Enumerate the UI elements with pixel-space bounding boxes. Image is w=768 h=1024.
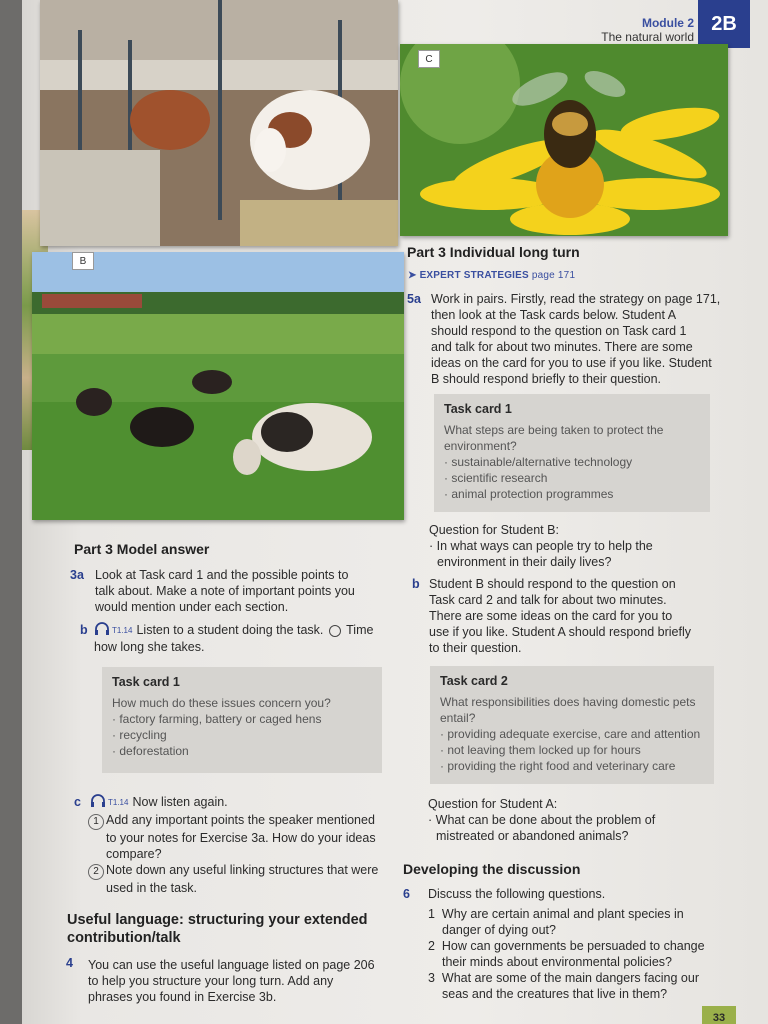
clock-icon [329,625,341,637]
exercise-6-questions: 1 Why are certain animal and plant species in danger of dying out? 2 How can governments be persuaded to change their minds about environmental policies? 3 What are some of the main dangers facing our seas and the creatures that live in them? [428,906,728,1002]
exercise-5a-number: 5a [407,292,421,306]
task-card-1-bullet: · factory farming, battery or caged hens [112,712,322,726]
task-card-top-bullet: · sustainable/alternative technology [444,455,633,469]
task-card-2-title: Task card 2 [440,674,508,688]
task-card-1-title: Task card 1 [112,675,180,689]
track-number: T1.14 [108,797,129,807]
task-card-top-title: Task card 1 [444,402,512,416]
exercise-6-number: 6 [403,887,410,901]
question-for-student-b: Question for Student B: · In what ways can people try to help the environment in their daily lives? [429,523,653,569]
list-item: 2 Note down any useful linking structures that were [88,862,408,880]
task-card-top [434,394,710,512]
photo-c-label: C [418,50,440,68]
list-item: 1 Why are certain animal and plant species in [428,907,684,921]
exercise-3a-number: 3a [70,568,84,582]
task-card-2-bullet: · not leaving them locked up for hours [440,743,641,757]
task-card-2-bullet: · providing adequate exercise, care and attention [440,727,701,741]
task-card-top-question: What steps are being taken to protect the environment? [444,423,664,453]
list-item: 1 Add any important points the speaker mentioned [88,812,408,830]
page-number: 33 [702,1006,736,1024]
expert-strategies-label: EXPERT STRATEGIES [419,270,529,281]
exercise-3b-text: T1.14 Listen to a student doing the task. Time how long she takes. [94,623,374,655]
list-item: 2 How can governments be persuaded to change [428,939,705,953]
developing-discussion-heading: Developing the discussion [403,861,581,877]
expert-arrow-icon: ➤ [408,270,420,281]
useful-language-heading: Useful language: structuring your extended contribution/talk [67,912,368,946]
exercise-4-text: You can use the useful language listed on page 206 to help you structure your long turn. Add any phrases you found in Exercise 3b. [88,958,375,1004]
textbook-page [22,0,768,1024]
exercise-5b-text: Student B should respond to the question on Task card 2 and talk for about two minutes. There are some ideas on the card for you to use if you like. Student A should respond briefly to their question. [429,577,691,655]
part3-long-turn-heading: Part 3 Individual long turn [407,244,580,260]
exercise-4-number: 4 [66,956,73,970]
task-card-1-bullet: · deforestation [112,744,189,758]
task-card-1 [102,667,382,773]
exercise-3a-text: Look at Task card 1 and the possible points to talk about. Make a note of important points you would mention under each section. [95,568,355,614]
expert-strategies-page: page 171 [531,270,576,281]
photo-bee-flower [400,44,728,236]
photo-b-label: B [72,252,94,270]
module-number: Module 2 [641,16,694,30]
exercise-3c-number: c [74,795,81,809]
module-topic: The natural world [601,30,694,44]
task-card-1-bullet: · recycling [112,728,167,742]
exercise-3b-number: b [80,623,88,637]
track-number: T1.14 [112,625,133,635]
question-for-student-a: Question for Student A: · What can be done about the problem of mistreated or abandoned animals? [428,797,656,843]
task-card-top-bullet: · scientific research [444,471,548,485]
exercise-3c-heading: T1.14 Now listen again. [90,794,228,811]
task-card-2-question: What responsibilities does having domestic pets entail? [440,695,696,725]
photo-grazing-cows [32,252,404,520]
task-card-1-question: How much do these issues concern you? [112,696,331,710]
task-card-2-bullet: · providing the right food and veterinary care [440,759,676,773]
task-card-top-bullet: · animal protection programmes [444,487,614,501]
headphones-icon[interactable] [90,794,106,811]
list-item: 3 What are some of the main dangers facing our [428,971,699,985]
task-card-2 [430,666,714,784]
exercise-3c-items: 1 Add any important points the speaker mentioned to your notes for Exercise 3a. How do your ideas compare? 2 Note down any useful linking structures that were used in the task. [88,812,408,896]
exercise-5b-number: b [412,577,420,591]
headphones-icon[interactable] [94,622,110,639]
expert-strategies-link[interactable] [408,270,575,281]
exercise-6-intro: Discuss the following questions. [428,887,606,901]
unit-badge: 2B [698,0,750,48]
model-answer-heading: Part 3 Model answer [74,541,210,557]
photo-cow-barn [40,0,398,246]
exercise-5a-text: Work in pairs. Firstly, read the strategy on page 171, then look at the Task cards below. Student A should respond to the question on Task card 1 and talk for about two minutes. There are some ideas on the card for you to use if you like. Student B should respond briefly to their question. [431,292,721,386]
module-header [601,16,694,44]
